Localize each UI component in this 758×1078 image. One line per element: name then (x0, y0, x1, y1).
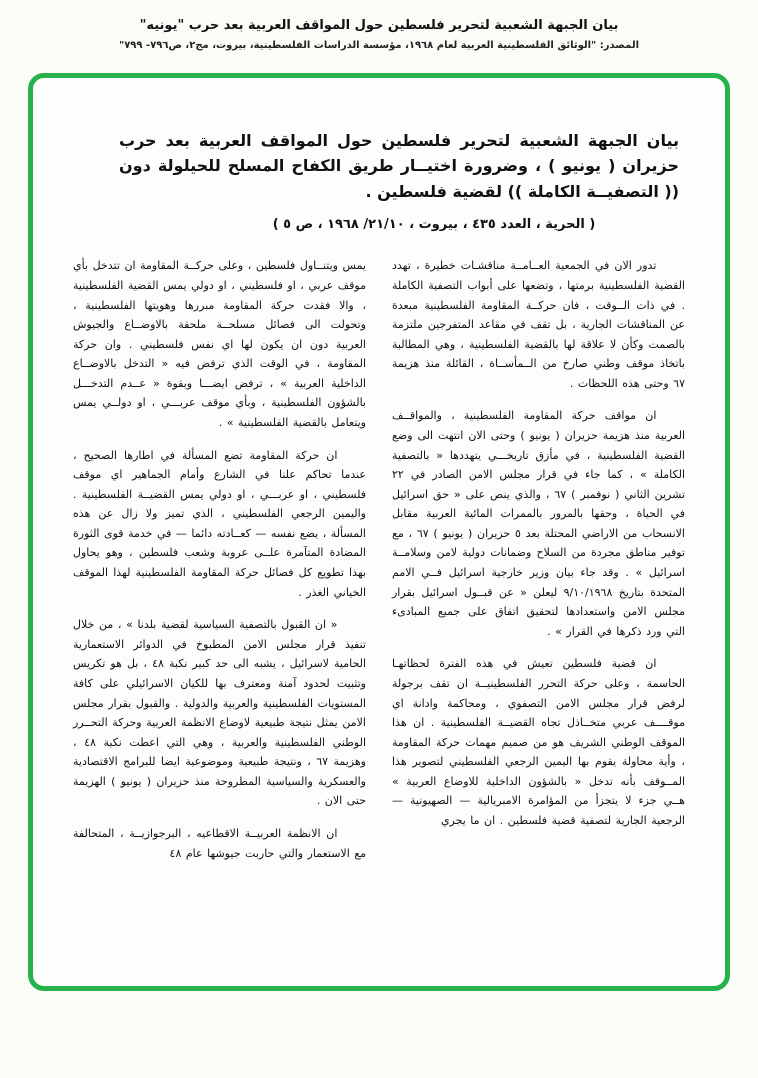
page-header (0, 0, 758, 53)
paragraph: ان قضية فلسطين تعيش في هذه الفترة لحظاتهـا الحاسمة ، وعلى حركة التحرر الفلسطينيــة ان تقف برجولة لرفض قرار مجلس الامن التصفوي ، ومحاكمة وادانة اي موقــــف عربي متخــاذل تجاه القضيــة الفلسطينية . ان هذا الموقف الوطني الشريف هو من صميم مهمات حركة المقاومة ، وأية محاولة يقوم بها اليمين الرجعي الفلسطيني لتصوير هذا المــوقف بأنه تدخل « بالشؤون الداخلية للاوضاع العربية » هــي جزء لا يتجزأ من المؤامرة الامبريالية — الصهيونية — الرجعية الجارية لتصفية قضية فلسطين . ان ما يجري (392, 657, 685, 827)
page-header-title: بيان الجبهة الشعبية لتحرير فلسطين حول المواقف العربية بعد حرب "يونيه" (139, 18, 619, 33)
document-title: بيان الجبهة الشعبية لتحرير فلسطين حول المواقف العربية بعد حرب حزيران ( يونيو ) ، وضرورة اختيــار طريق الكفاح المسلح للحيلولة دون (( التصفيــة الكاملة )) لقضية فلسطين . (119, 130, 679, 201)
paragraph: ان حركة المقاومة تضع المسألة في اطارها الصحيح ، عندما تحاكم علنا في الشارع وأمام الجماهير اي موقف فلسطيني ، او عربـــي ، او دولي يمس القضيــة الفلسطينية . واليمين الرجعي الفلسطيني ، الذي تميز ولا زال عن هذه المسألة ، يضع نفسه — كعــادته دائما — في خدمة قوى الثورة المضادة المتآمرة علــى عروبة وشعب فلسطين ، وهو يحاول بهذا تطويع كل فصائل حركة المقاومة الفلسطينية لهذا الموقف الخياني الغذر . (73, 448, 366, 599)
column-left (73, 256, 366, 876)
page-header-source: المصدر: "الوثائق الفلسطينية العربية لعام ١٩٦٨، مؤسسة الدراسات الفلسطينية، بيروت، مج٢، ص٧٩٦- ٧٩٩" (118, 39, 640, 51)
document-columns (73, 256, 685, 876)
paragraph: يمس ويتنــاول فلسطين ، وعلى حركــة المقاومة ان تتدخل بأي موقف عربي ، او فلسطيني ، او دولي يمس القضية الفلسطينية ، والا فقدت حركة المقاومة مبررها وهويتها الفلسطينية ، وتحولت الى فصائل مسلحــة ملحقة بالاوضــاع والجيوش العربية دون ان يكون لها اي نفس فلسطيني . وان حركة المقاومة ، في الوقت الذي ترفض فيه « التدخل بالاوضــاع الداخلية العربية » ، ترفض ايضـــا وبقوة « عــدم التدخـــل بالشؤون الفلسطينية ، وبأي موقف عربـــي ، او دولــي يمس ويتعامل بالقضية الفلسطينية » . (73, 259, 366, 429)
document-citation: ( الحرية ، العدد ٤٣٥ ، بيروت ، ٢١/١٠/ ١٩٦٨ ، ص ٥ ) (272, 217, 596, 233)
column-right (392, 256, 685, 876)
paragraph: ان الانظمة العربيــة الاقطاعيه ، البرجوازيــة ، المتحالفة مع الاستعمار والتي حاربت جيوشها عام ٤٨ (73, 826, 366, 860)
paragraph: تدور الان في الجمعية العــامــة مناقشـات خطيرة ، تهدد القضية الفلسطينية برمتها ، وتضعها على أبواب التصفية الكاملة . في ذات الــوقت ، فان حركــة المقاومة الفلسطينية مبعدة عن المناقشات الجارية ، بل تقف في مقاعد المتفرجين ملتزمة بالصمت وكأن لا علاقة لها بالقضية الفلسطينية ، وهي المطالبة باتخاذ موقف وطني صارخ من الــمأســاة ، القائلة منذ هزيمة ٦٧ وحتى هذه اللحظات . (392, 259, 685, 390)
paragraph: « ان القبول بالتصفية السياسية لقضية بلدنا » ، من خلال تنفيذ قرار مجلس الامن المطبوخ في الدوائر الاستعمارية الحامية لاسرائيل ، يشبه الى حد كبير نكبة ٤٨ ، بل هو تكريس وتثبيت لحدود آمنة ومعترف بها للكيان الاسرائيلي على كافة المستويات الفلسطينية والعربية والدولية . والقبول بقرار مجلس الامن يمثل نتيجة طبيعية لاوضاع الانظمة العربية وحركة التحــرر الوطني الفلسطينية والعربية ، وهي التي اعطت نكبة ٤٨ ، وهزيمة ٦٧ ، ونتيجة طبيعية وموضوعية ايضا للبرامج الاقتصادية والعسكرية والسياسية المطروحة منذ حزيران ( يونيو ) الهزيمة حتى الان . (73, 618, 367, 808)
document-frame (28, 73, 730, 991)
paragraph: ان مواقف حركة المقاومة الفلسطينية ، والمواقــف العربية منذ هزيمة حزيران ( يونيو ) وحتى الان انتهت الى وضع القضية الفلسطينية ، في مأزق تاريخـــي يتهددها « بالتصفية الكاملة » ، كما جاء في قرار مجلس الامن الصادر في ٢٢ تشرين الثاني ( نوفمبر ) ٦٧ ، والذي ينص على « حق اسرائيل في الحياة ، وحقها بالمرور بالممرات المائية العربية مقابل الانسحاب من الاراضي المحتلة بعد ٥ حزيران ( يونيو ) ٦٧ ، مع توفير مناطق مجردة من السلاح وضمانات دولية لامن وسلامــة اسرائيل » . وقد جاء بيان وزير خارجية اسرائيل فــي الامم المتحدة بتاريخ ٩/١٠/١٩٦٨ ليعلن « عن قبــول اسرائيل بقرار مجلس الامن واستعدادها لتحقيق اتفاق على جميع المبادىء التي ورد ذكرها في القرار » . (392, 409, 685, 638)
